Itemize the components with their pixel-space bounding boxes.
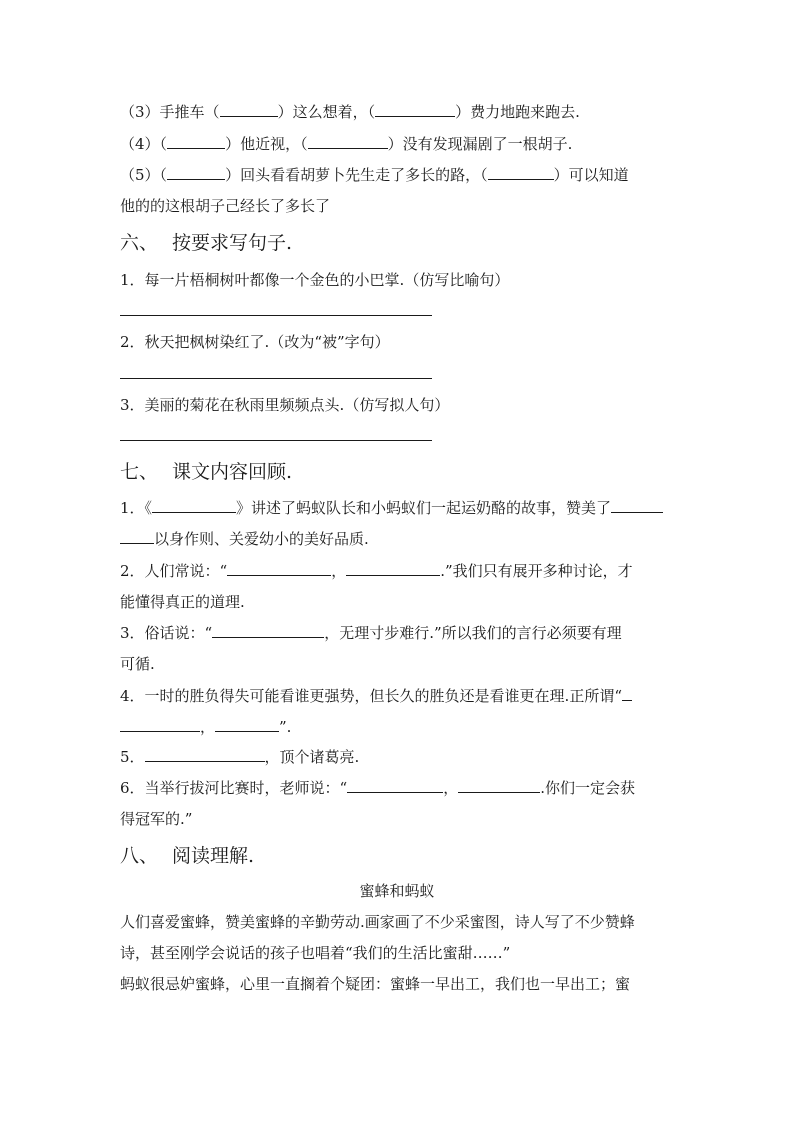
answer-blank[interactable] [346,561,440,576]
text: ）他近视，（ [225,135,308,153]
s6-question-3: 3．美丽的菊花在秋雨里频频点头.（仿写拟人句） [120,396,450,414]
s7-question-6-cont: 得冠军的.” [120,810,193,828]
answer-blank[interactable] [308,134,388,149]
passage-title: 蜜蜂和蚂蚁 [359,882,435,900]
answer-blank[interactable] [375,102,455,117]
s7-question-4 [120,686,632,706]
text: ”. [279,718,292,736]
text: 1．《 [120,499,153,517]
text: （ [159,135,168,153]
text: 6．当举行拔河比赛时，老师说：“ [120,779,348,797]
answer-blank[interactable] [212,623,324,638]
item-number: （5） [120,166,160,184]
s6-question-1: 1．每一片梧桐树叶都像一个金色的小巴掌.（仿写比喻句） [120,271,510,289]
s7-question-4-cont [120,717,291,737]
text: （ [159,166,168,184]
text: 手推车（ [159,103,220,121]
text: ）费力地跑来跑去. [455,103,580,121]
s7-question-5 [120,747,359,767]
text: ）回头看看胡萝卜先生走了多长的路，（ [225,166,488,184]
answer-blank[interactable] [220,102,278,117]
answer-blank[interactable] [611,498,663,513]
s6-question-2: 2．秋天把枫树染红了.（改为“被”字句） [120,333,390,351]
fill-item-3 [120,102,580,122]
answer-blank[interactable] [227,561,331,576]
passage-line-1: 人们喜爱蜜蜂，赞美蜜蜂的辛勤劳动.画家画了不少采蜜图，诗人写了不少赞蜂 [120,913,635,931]
answer-blank[interactable] [152,498,236,513]
answer-blank[interactable] [458,778,540,793]
answer-blank[interactable] [622,686,632,701]
section-title: 阅读理解. [172,845,255,867]
text: 3．俗话说：“ [120,624,213,642]
text: ， [200,718,216,736]
section-number: 七、 [120,461,159,483]
fill-item-4 [120,134,572,154]
text: ，顶个诸葛亮. [264,748,360,766]
answer-line[interactable] [120,378,432,379]
fill-item-5-cont [120,196,330,216]
s7-question-1-cont [120,529,369,549]
section-6-heading [120,230,292,256]
text: ，无理寸步难行.”所以我们的言行必须要有理 [324,624,622,642]
text: ）没有发现漏剧了一根胡子. [387,135,573,153]
fill-item-5 [120,165,629,185]
text: .你们一定会获 [540,779,636,797]
s7-question-3 [120,623,622,643]
section-8-heading [120,843,254,869]
answer-blank[interactable] [215,717,279,732]
section-title: 按要求写句子. [172,232,293,254]
text: 以身作则、关爱幼小的美好品质. [154,530,369,548]
text: ）这么想着，（ [277,103,376,121]
answer-blank[interactable] [167,134,225,149]
text: 》讲述了蚂蚁队长和小蚂蚁们一起运奶酪的故事，赞美了 [236,499,612,517]
passage-line-2: 诗，甚至刚学会说话的孩子也唱着“我们的生活比蜜甜……” [120,944,511,962]
text: .”我们只有展开多种讨论，才 [440,562,633,580]
s7-question-3-cont: 可循. [120,655,155,673]
answer-blank[interactable] [488,165,554,180]
s7-question-1 [120,498,663,518]
section-7-heading [120,459,292,485]
answer-blank[interactable] [120,529,154,544]
item-number: （3） [120,103,160,121]
text: ， [443,779,459,797]
answer-line[interactable] [120,440,432,441]
text: 4．一时的胜负得失可能看谁更强势，但长久的胜负还是看谁更在理.正所谓“ [120,687,622,705]
answer-blank[interactable] [145,747,265,762]
s7-question-6 [120,778,635,798]
answer-blank[interactable] [347,778,443,793]
text: ， [331,562,347,580]
text: 2．人们常说：“ [120,562,228,580]
section-number: 八、 [120,845,159,867]
section-title: 课文内容回顾. [172,461,293,483]
answer-line[interactable] [120,315,432,316]
passage-line-3: 蚂蚁很忌妒蜜蜂，心里一直搁着个疑团：蜜蜂一早出工，我们也一早出工；蜜 [120,975,631,993]
text: 5． [120,748,145,766]
answer-blank[interactable] [167,165,225,180]
s7-question-2 [120,561,633,581]
section-number: 六、 [120,232,159,254]
answer-blank[interactable] [120,717,200,732]
s7-question-2-cont: 能懂得真正的道理. [120,593,245,611]
item-number: （4） [120,135,160,153]
text: 他的的这根胡子己经长了多长了 [120,197,331,215]
text: ）可以知道 [553,166,629,184]
